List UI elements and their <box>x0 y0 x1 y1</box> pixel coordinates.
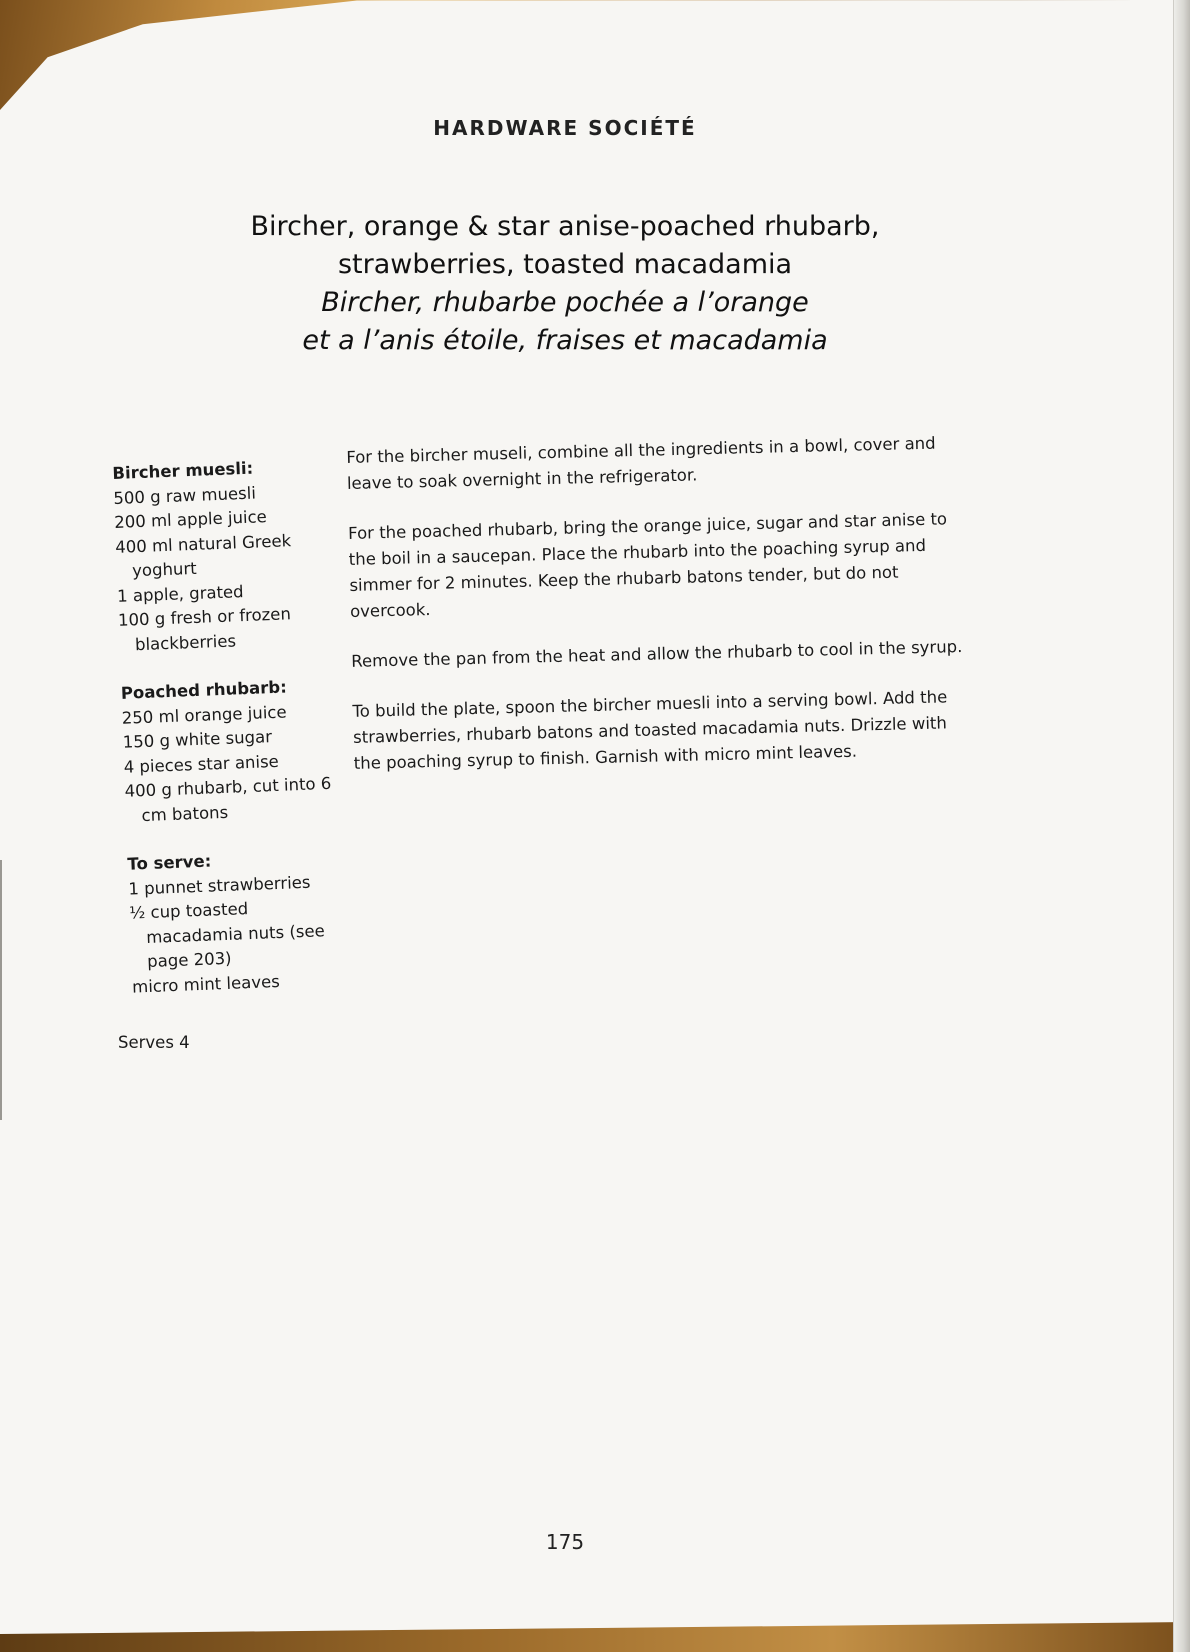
title-french-line-2: et a l’anis étoile, fraises et macadamia <box>302 325 828 356</box>
ingredient-item: micro mint leaves <box>131 971 281 997</box>
method-paragraph: For the bircher museli, combine all the ingredients in a bowl, cover and leave to soak overnight in the refrigerator. <box>346 433 936 493</box>
title-english-line-2: strawberries, toasted macadamia <box>337 249 793 280</box>
running-head: HARDWARE SOCIÉTÉ <box>433 116 697 140</box>
method-paragraph: For the poached rhubarb, bring the orange juice, sugar and star anise to the boil in a saucepan. Place the rhubarb into the poaching syrup and simmer for 2 minutes. Keep the rhubarb batons tender, but do not overcook. <box>347 509 948 621</box>
ingredient-item: ½ cup toasted macadamia nuts (see page 203) <box>128 899 326 972</box>
recipe-title <box>240 208 890 360</box>
page-number: 175 <box>545 1530 585 1554</box>
ingredient-group-heading: To serve: <box>127 851 212 874</box>
serves-count: Serves 4 <box>118 1033 190 1052</box>
method-text <box>346 430 975 801</box>
title-french-line-1: Bircher, rhubarbe pochée a l’orange <box>321 287 809 318</box>
page-edge-left <box>0 860 2 1120</box>
title-english-line-1: Bircher, orange & star anise-poached rhubarb, <box>250 211 880 242</box>
ingredient-group-rhubarb <box>120 674 335 829</box>
method-paragraph: Remove the pan from the heat and allow the rhubarb to cool in the syrup. <box>351 637 963 671</box>
ingredient-item: 400 ml natural Greek yoghurt <box>114 530 292 581</box>
ingredient-item: 100 g fresh or frozen blackberries <box>117 604 292 654</box>
ingredient-item: 250 ml orange juice <box>121 701 287 728</box>
ingredient-item: 1 apple, grated <box>116 581 244 606</box>
ingredient-group-heading: Poached rhubarb: <box>120 677 288 703</box>
page-edge-right <box>1173 0 1190 1652</box>
ingredient-item: 200 ml apple juice <box>113 507 268 532</box>
wooden-table-background <box>0 0 1190 110</box>
ingredient-item: 1 punnet strawberries <box>128 872 311 899</box>
wooden-table-bottom <box>0 1622 1190 1652</box>
ingredient-group-bircher <box>112 454 329 658</box>
ingredient-group-to-serve <box>127 845 342 1000</box>
ingredient-item: 400 g rhubarb, cut into 6 cm batons <box>124 773 332 825</box>
method-paragraph: To build the plate, spoon the bircher muesli into a serving bowl. Add the strawberries, rhubarb batons and toasted macadamia nuts. Drizzle with the poaching syrup to finish. Garnish with micro mint leaves. <box>352 687 948 773</box>
ingredient-group-heading: Bircher muesli: <box>112 458 254 483</box>
ingredient-item: 150 g white sugar <box>122 727 273 752</box>
ingredients-list <box>112 454 343 1024</box>
ingredient-item: 500 g raw muesli <box>113 483 257 508</box>
ingredient-item: 4 pieces star anise <box>123 751 280 777</box>
